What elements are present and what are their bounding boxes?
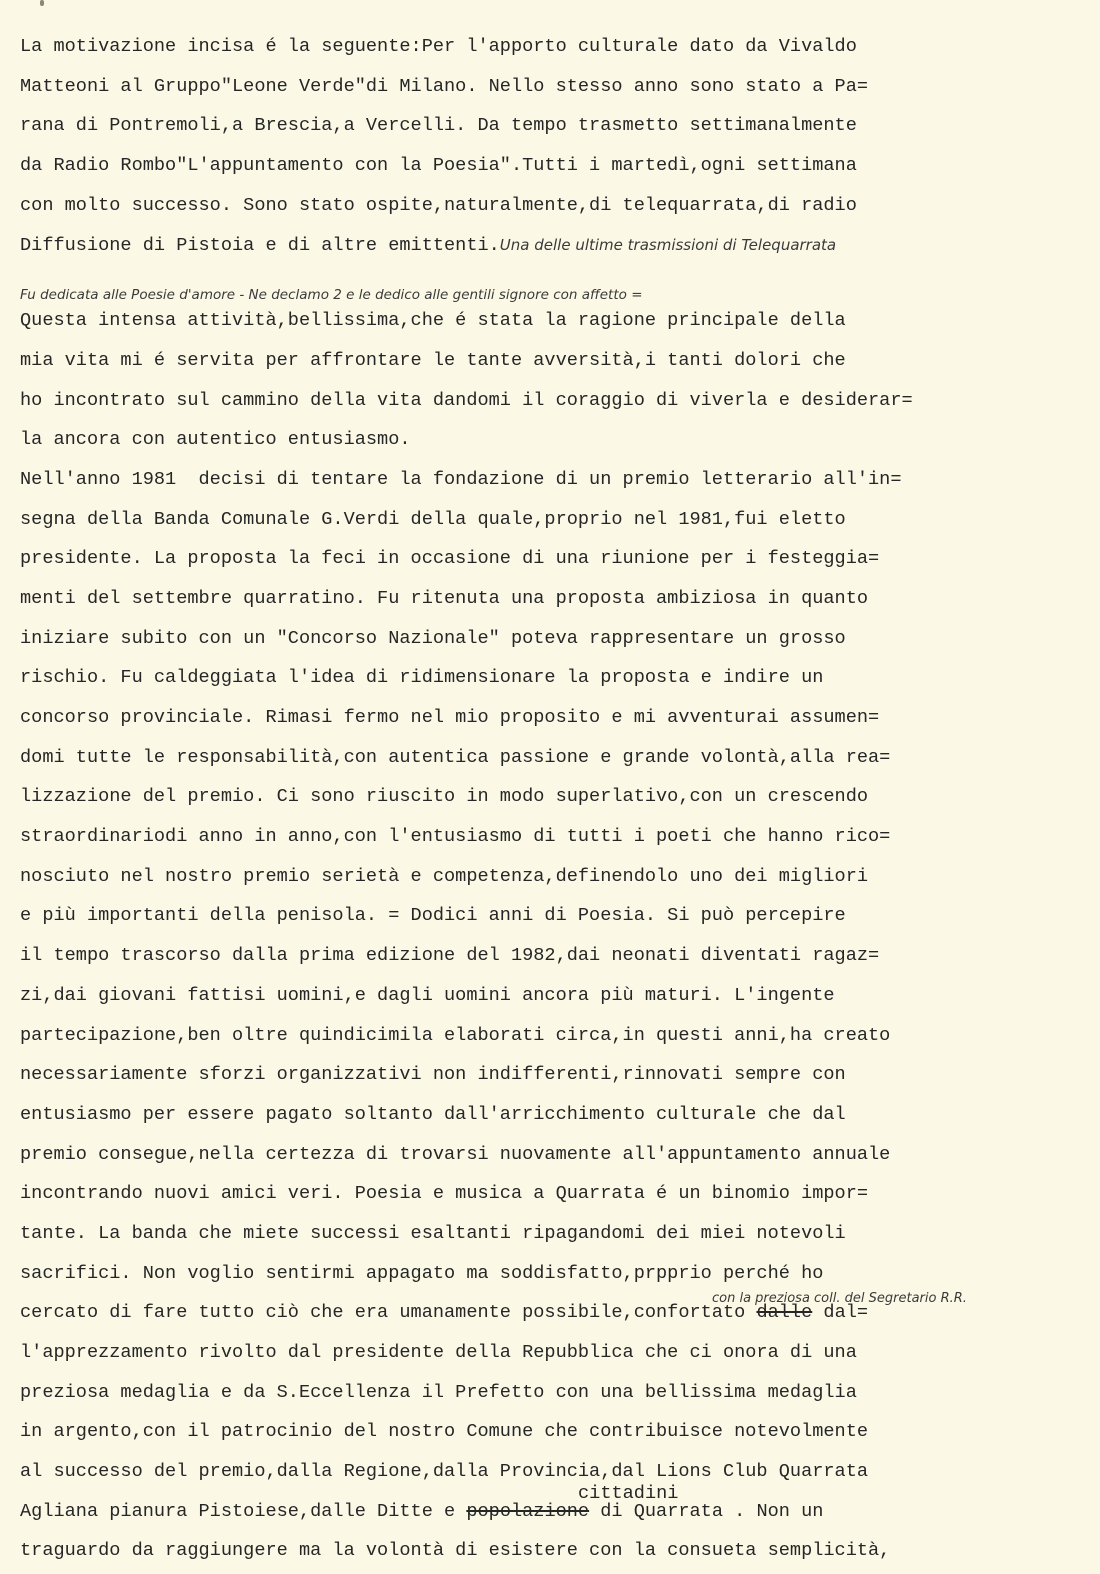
text-line-32-tail: dal= <box>812 1302 869 1324</box>
text-line-15: iniziare subito con un "Concorso Nazionale" poteva rappresentare un grosso <box>20 627 846 649</box>
text-line-26: necessariamente sforzi organizzativi non indifferenti,rinnovati sempre con <box>20 1064 846 1086</box>
text-line-27: entusiasmo per essere pagato soltanto dall'arricchimento culturale che dal <box>20 1103 846 1125</box>
text-line-10: la ancora con autentico entusiasmo. <box>20 429 411 451</box>
text-line-13: presidente. La proposta la feci in occasione di una riunione per i festeggia= <box>20 548 880 570</box>
struck-word-dalle: dalle <box>756 1302 813 1324</box>
text-line-38: traguardo da raggiungere ma la volontà di esistere con la consueta semplicità, <box>20 1540 891 1562</box>
typed-text-body <box>20 30 1095 1574</box>
text-line-36: al successo del premio,dalla Regione,dalla Provincia,dal Lions Club Quarrata <box>20 1461 869 1483</box>
text-line-6-with-annotation <box>20 228 1095 268</box>
text-line-23: il tempo trascorso dalla prima edizione del 1982,dai neonati diventati ragaz= <box>20 945 880 967</box>
text-line-34: preziosa medaglia e da S.Eccellenza il Prefetto con una bellissima medaglia <box>20 1381 857 1403</box>
text-line-11: Nell'anno 1981 decisi di tentare la fondazione di un premio letterario all'in= <box>20 468 902 490</box>
text-line-37-tail: di Quarrata . Non un <box>589 1500 824 1522</box>
handwritten-line-container <box>20 268 1095 304</box>
text-line-37-with-corrections <box>20 1482 1095 1535</box>
text-line-16: rischio. Fu caldeggiata l'idea di ridimensionare la proposta e indire un <box>20 667 824 689</box>
inserted-word-cittadini: cittadini <box>578 1482 679 1504</box>
text-line-32: cercato di fare tutto ciò che era umanamente possibile,confortato <box>20 1302 746 1324</box>
text-line-17: concorso provinciale. Rimasi fermo nel mio proposito e mi avventurai assumen= <box>20 707 880 728</box>
text-line-37: Agliana pianura Pistoiese,dalle Ditte e <box>20 1500 456 1522</box>
corner-mark <box>40 0 44 6</box>
text-line-7: Questa intensa attività,bellissima,che é stata la ragione principale della <box>20 310 846 332</box>
handwritten-note-poesie-amore: Fu dedicata alle Poesie d'amore - Ne declamo 2 e le dedico alle gentili signore con affetto = <box>20 287 643 304</box>
text-line-24: zi,dai giovani fattisi uomini,e dagli uomini ancora più maturi. L'ingente <box>20 984 835 1006</box>
text-line-18: domi tutte le responsabilità,con autentica passione e grande volontà,alla rea= <box>20 746 891 768</box>
struck-word-popolazione: popolazione <box>466 1500 590 1522</box>
text-line-20: straordinariodi anno in anno,con l'entusiasmo di tutti i poeti che hanno rico= <box>20 826 891 848</box>
text-line-33: l'apprezzamento rivolto dal presidente della Repubblica che ci onora di una <box>20 1342 857 1363</box>
text-line-21: nosciuto nel nostro premio serietà e competenza,definendolo uno dei migliori <box>20 865 869 887</box>
text-line-35: in argento,con il patrocinio del nostro Comune che contribuisce notevolmente <box>20 1421 869 1443</box>
text-line-9: ho incontrato sul cammino della vita dandomi il coraggio di viverla e desiderar= <box>20 389 913 411</box>
text-line-19: lizzazione del premio. Ci sono riuscito in modo superlativo,con un crescendo <box>20 786 869 808</box>
text-line-28: premio consegue,nella certezza di trovarsi nuovamente all'appuntamento annuale <box>20 1143 891 1165</box>
text-line-6: Diffusione di Pistoia e di altre emittenti. <box>20 235 500 257</box>
text-line-25: partecipazione,ben oltre quindicimila elaborati circa,in questi anni,ha creato <box>20 1024 891 1046</box>
text-line-12: segna della Banda Comunale G.Verdi della quale,proprio nel 1981,fui eletto <box>20 508 846 530</box>
text-line-2: Matteoni al Gruppo"Leone Verde"di Milano. Nello stesso anno sono stato a Pa= <box>20 75 869 97</box>
text-line-1: La motivazione incisa é la seguente:Per l'apporto culturale dato da Vivaldo <box>20 36 857 57</box>
text-line-14: menti del settembre quarratino. Fu ritenuta una proposta ambiziosa in quanto <box>20 587 869 609</box>
text-line-32-with-corrections <box>20 1291 1095 1336</box>
text-line-4: da Radio Rombo"L'appuntamento con la Poesia".Tutti i martedì,ogni settimana <box>20 155 857 177</box>
text-line-29: incontrando nuovi amici veri. Poesia e musica a Quarrata é un binomio impor= <box>20 1183 869 1205</box>
handwritten-note-segretario: con la preziosa coll. del Segretario R.R. <box>712 1291 967 1307</box>
text-line-31: sacrifici. Non voglio sentirmi appagato ma soddisfatto,prpprio perché ho <box>20 1262 824 1284</box>
text-line-5: con molto successo. Sono stato ospite,naturalmente,di telequarrata,di radio <box>20 194 857 216</box>
text-line-3: rana di Pontremoli,a Brescia,a Vercelli. Da tempo trasmetto settimanalmente <box>20 115 857 137</box>
text-line-22: e più importanti della penisola. = Dodici anni di Poesia. Si può percepire <box>20 905 846 927</box>
text-line-8: mia vita mi é servita per affrontare le tante avversità,i tanti dolori che <box>20 349 846 371</box>
handwritten-note-telequarrata: Una delle ultime trasmissioni di Telequarrata <box>499 236 837 255</box>
text-line-30: tante. La banda che miete successi esaltanti ripagandomi dei miei notevoli <box>20 1222 846 1244</box>
